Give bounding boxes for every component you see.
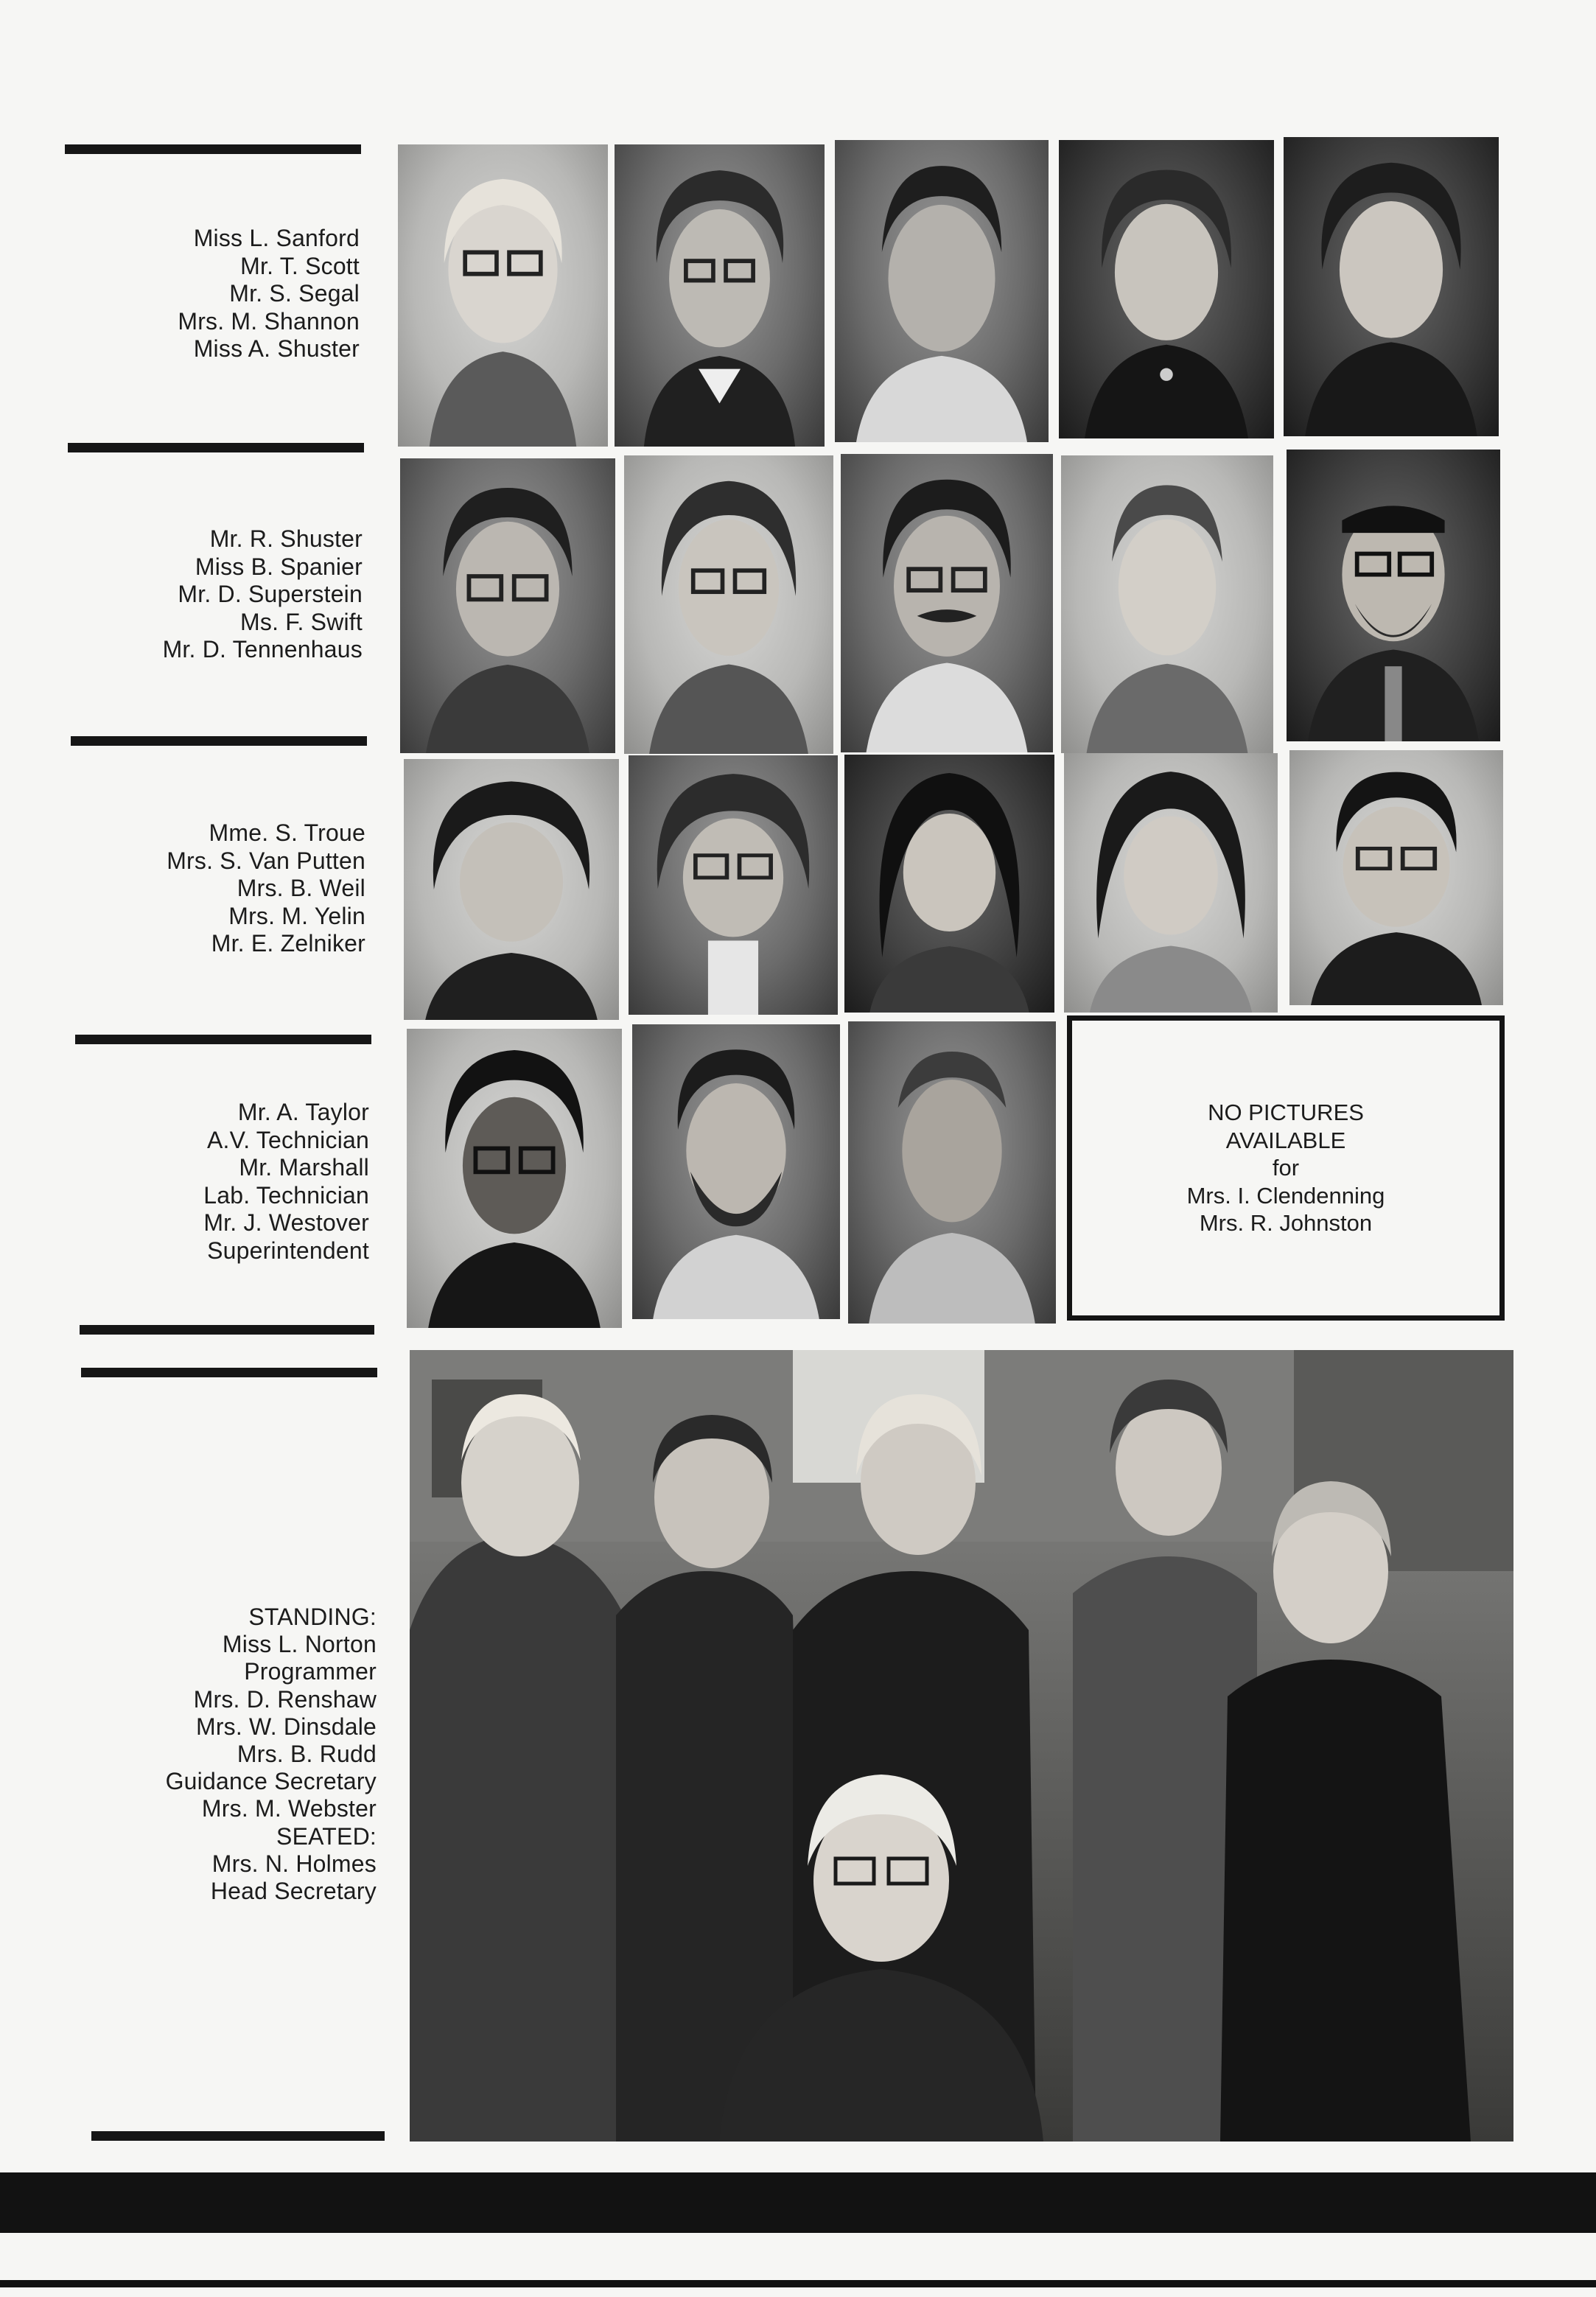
staff-name: Mr. E. Zelniker xyxy=(211,930,365,957)
notice-line: for xyxy=(1272,1155,1300,1181)
staff-name: Mr. J. Westover xyxy=(203,1209,369,1236)
portrait-photo xyxy=(1059,140,1274,438)
portrait-photo xyxy=(624,455,833,754)
staff-role: Guidance Secretary xyxy=(165,1768,377,1795)
group-photo xyxy=(410,1350,1513,2142)
staff-name: Miss B. Spanier xyxy=(195,553,363,580)
staff-role: A.V. Technician xyxy=(206,1126,369,1153)
staff-name: Mrs. S. Van Putten xyxy=(167,847,365,874)
staff-name: Miss L. Sanford xyxy=(193,225,360,251)
caption-heading: STANDING: xyxy=(248,1604,377,1630)
notice-line: Mrs. I. Clendenning xyxy=(1186,1182,1385,1209)
staff-name: Mr. D. Tennenhaus xyxy=(162,636,363,662)
portrait-photo xyxy=(1289,750,1503,1005)
staff-name: Mr. Marshall xyxy=(239,1154,369,1181)
no-pictures-notice xyxy=(1067,1015,1505,1321)
staff-name: Mrs. B. Rudd xyxy=(237,1741,377,1768)
staff-role: Lab. Technician xyxy=(203,1181,369,1209)
footer-band xyxy=(0,2172,1596,2233)
staff-role: Superintendent xyxy=(207,1237,369,1264)
portrait-photo xyxy=(844,755,1054,1013)
portrait-photo xyxy=(404,759,619,1020)
staff-name: Mr. S. Segal xyxy=(229,280,360,307)
footer-rule xyxy=(0,2280,1596,2287)
portrait-photo xyxy=(400,458,615,753)
staff-name: Mrs. B. Weil xyxy=(237,875,365,901)
portrait-photo xyxy=(629,755,838,1015)
portrait-photo xyxy=(1064,753,1278,1013)
staff-name: Mrs. N. Holmes xyxy=(211,1850,377,1877)
staff-name: Miss L. Norton xyxy=(222,1631,377,1658)
portrait-photo xyxy=(407,1029,622,1328)
caption-heading: SEATED: xyxy=(276,1822,377,1850)
divider-rule xyxy=(91,2131,385,2141)
staff-name: Mr. A. Taylor xyxy=(237,1099,369,1125)
portrait-photo xyxy=(1287,450,1500,741)
staff-role: Programmer xyxy=(244,1658,377,1685)
notice-line: AVAILABLE xyxy=(1225,1127,1346,1153)
staff-name: Mr. D. Superstein xyxy=(178,581,363,607)
portrait-photo xyxy=(841,454,1053,752)
divider-rule xyxy=(65,144,361,154)
staff-name: Mrs. D. Renshaw xyxy=(193,1685,377,1713)
divider-rule xyxy=(80,1325,374,1335)
staff-caption-row-4 xyxy=(203,1099,369,1265)
divider-rule xyxy=(75,1035,371,1044)
staff-name: Ms. F. Swift xyxy=(240,608,363,635)
notice-line: Mrs. R. Johnston xyxy=(1199,1210,1373,1237)
staff-name: Mrs. W. Dinsdale xyxy=(195,1713,377,1740)
portrait-photo xyxy=(615,144,825,447)
portrait-photo xyxy=(835,140,1049,442)
divider-rule xyxy=(71,736,367,746)
notice-line: NO PICTURES xyxy=(1208,1099,1364,1126)
divider-rule xyxy=(68,443,364,452)
staff-role: Head Secretary xyxy=(210,1878,377,1905)
staff-name: Mr. T. Scott xyxy=(240,252,360,279)
staff-name: Mrs. M. Yelin xyxy=(228,902,365,929)
portrait-photo xyxy=(848,1021,1056,1324)
staff-name: Mrs. M. Shannon xyxy=(178,307,360,335)
staff-name: Mrs. M. Webster xyxy=(201,1795,377,1822)
group-photo-caption xyxy=(166,1604,377,1905)
staff-name: Mme. S. Troue xyxy=(209,819,365,846)
staff-name: Miss A. Shuster xyxy=(193,335,360,362)
portrait-photo xyxy=(1061,455,1273,753)
staff-caption-row-2 xyxy=(163,525,363,664)
portrait-photo xyxy=(398,144,608,447)
staff-name: Mr. R. Shuster xyxy=(209,525,363,552)
portrait-photo xyxy=(632,1024,840,1319)
staff-caption-row-3 xyxy=(167,819,365,958)
portrait-photo xyxy=(1284,137,1499,436)
divider-rule xyxy=(81,1368,377,1377)
staff-caption-row-1 xyxy=(178,225,360,363)
